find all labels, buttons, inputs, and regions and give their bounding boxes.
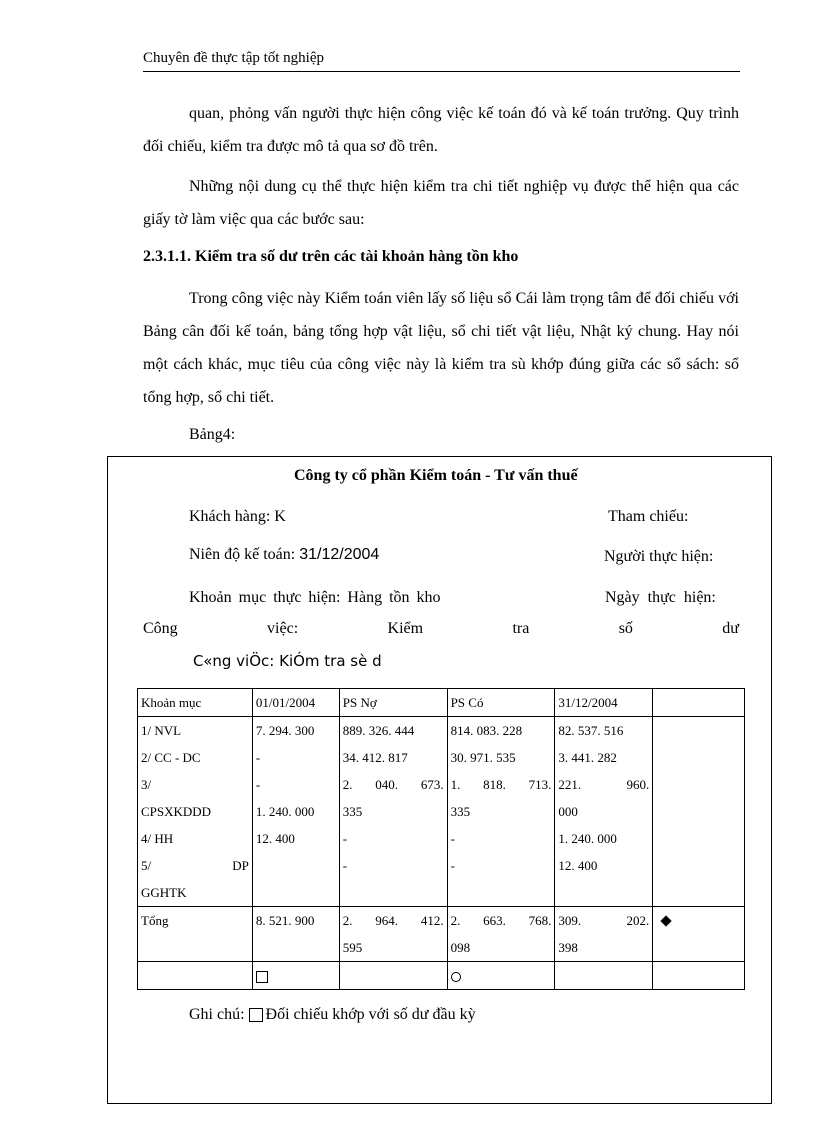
date-label: Ngày thực hiện: [605,589,716,606]
line: - [255,750,261,765]
word: DP [232,858,249,873]
square-icon [249,1008,263,1022]
table-symbol-row [138,962,745,990]
line [558,907,649,934]
line: - [255,777,261,792]
line: 000 [558,804,578,819]
cell-closing [555,717,653,907]
word: 221. [558,777,582,792]
line: 4/ HH [141,831,174,846]
cell-symbol [447,962,555,990]
line: 3/ [141,777,152,792]
word: 2. [342,913,353,928]
cell-total-closing [555,907,653,962]
header-rule [143,71,740,72]
work-line-garbled: C«ng viÖc: KiÓm tra sè d [193,652,382,670]
line [451,907,552,934]
line: Tổng [141,913,169,928]
header-cell [653,689,745,717]
header-cell: PS Có [447,689,555,717]
line [451,771,552,798]
line [343,907,444,934]
inventory-table [137,688,745,990]
line [141,852,249,879]
performer-label: Người thực hiện: [604,548,714,565]
line: 098 [450,940,471,955]
period-value: 31/12/2004 [299,546,380,563]
work-word: Kiểm [387,620,424,637]
word: 1. [450,777,461,792]
word: 309. [558,913,582,928]
cell-empty [653,962,745,990]
header-cell: Khoản mục [138,689,253,717]
cell-empty [555,962,653,990]
cell-credit [447,717,555,907]
line: - [342,858,348,873]
line: 12. 400 [255,831,295,846]
cell-items [138,717,253,907]
word: 2. [342,777,353,792]
word: 5/ [141,858,152,873]
word: 663. [483,913,506,928]
word: 202. [626,913,650,928]
cell-total-opening [252,907,339,962]
cell-empty [339,962,447,990]
table-row [138,717,745,907]
word: 2. [450,913,461,928]
line: 889. 326. 444 [342,723,415,738]
work-word: dư [722,620,739,637]
line: CPSXKDDD [141,804,212,819]
header-cell: PS Nợ [339,689,447,717]
line: 30. 971. 535 [450,750,516,765]
word: 960. [626,777,650,792]
line: 2/ CC - DC [141,750,201,765]
line: 595 [342,940,363,955]
line: 3. 441. 282 [558,750,617,765]
table-header-row [138,689,745,717]
line: - [342,831,348,846]
line: 398 [558,940,578,955]
header-cell: 01/01/2004 [252,689,339,717]
paragraph-3 [143,282,739,414]
page-header: Chuyên đề thực tập tốt nghiệp [143,50,325,66]
work-word: Công [143,620,178,637]
cell-total-mark [653,907,745,962]
word: 818. [483,777,506,792]
cell-total-debit [339,907,447,962]
line: 1/ NVL [141,723,182,738]
circle-icon [451,972,461,982]
paragraph-2 [143,170,739,236]
reference-label: Tham chiếu: [608,508,689,525]
line: 8. 521. 900 [255,913,315,928]
cell-total-label [138,907,253,962]
line [558,771,649,798]
word: 768. [528,913,552,928]
word: 673. [420,777,444,792]
note [189,1006,476,1024]
diamond-icon [661,915,672,926]
line: 335 [342,804,363,819]
company-name: Công ty cổ phần Kiểm toán - Tư vấn thuế [294,467,578,484]
line: 7. 294. 300 [255,723,315,738]
cell-empty [138,962,253,990]
line: 1. 240. 000 [558,831,617,846]
section-heading: 2.3.1.1. Kiểm tra số dư trên các tài khoản hàng tồn kho [143,248,519,265]
line [343,771,444,798]
cell-symbol [252,962,339,990]
cell-opening [252,717,339,907]
period-row [189,546,379,564]
line: GGHTK [141,885,187,900]
paragraph-1 [143,97,739,163]
period-label: Niên độ kế toán: [189,546,296,563]
cell-total-credit [447,907,555,962]
table-label: Bảng4: [189,426,236,443]
square-icon [256,971,268,983]
line: - [450,831,455,846]
work-word: số [618,620,633,637]
line: 814. 083. 228 [450,723,523,738]
note-text: Đối chiếu khớp với số dư đầu kỳ [265,1006,476,1023]
paragraph-2-text: Những nội dung cụ thể thực hiện kiểm tra chi tiết nghiệp vụ được thể hiện qua các giấy tờ làm việc qua các bước sau: [143,178,739,228]
line: 34. 412. 817 [342,750,408,765]
work-line [143,620,739,638]
line: 335 [450,804,471,819]
word: 713. [528,777,552,792]
line: 82. 537. 516 [558,723,624,738]
cell-debit [339,717,447,907]
client-label: Khách hàng: K [189,508,286,525]
note-label: Ghi chú: [189,1006,245,1023]
word: 040. [375,777,399,792]
line: - [450,858,455,873]
paragraph-1-text: quan, phỏng vấn người thực hiện công việc kế toán đó và kế toán trưởng. Quy trình đối chiếu, kiểm tra được mô tả qua sơ đồ trên. [143,105,739,155]
word: 964. [375,913,399,928]
line: 1. 240. 000 [255,804,315,819]
work-word: việc: [267,620,299,637]
header-cell: 31/12/2004 [555,689,653,717]
word: 412. [420,913,444,928]
table-total-row [138,907,745,962]
paragraph-3-text: Trong công việc này Kiểm toán viên lấy số liệu sổ Cái làm trọng tâm để đối chiếu với Bảng cân đối kế toán, bảng tổng hợp vật liệu, sổ chi tiết vật liệu, Nhật ký chung. Hay nói một cách khác, mục tiêu của công việc này là kiểm tra sù khớp đúng giữa các sổ sách: sổ tổng hợp, sổ chi tiết. [143,290,739,406]
cell-mark [653,717,745,907]
item-label: Khoản mục thực hiện: Hàng tồn kho [189,589,441,606]
work-word: tra [512,620,530,637]
line: 12. 400 [558,858,598,873]
